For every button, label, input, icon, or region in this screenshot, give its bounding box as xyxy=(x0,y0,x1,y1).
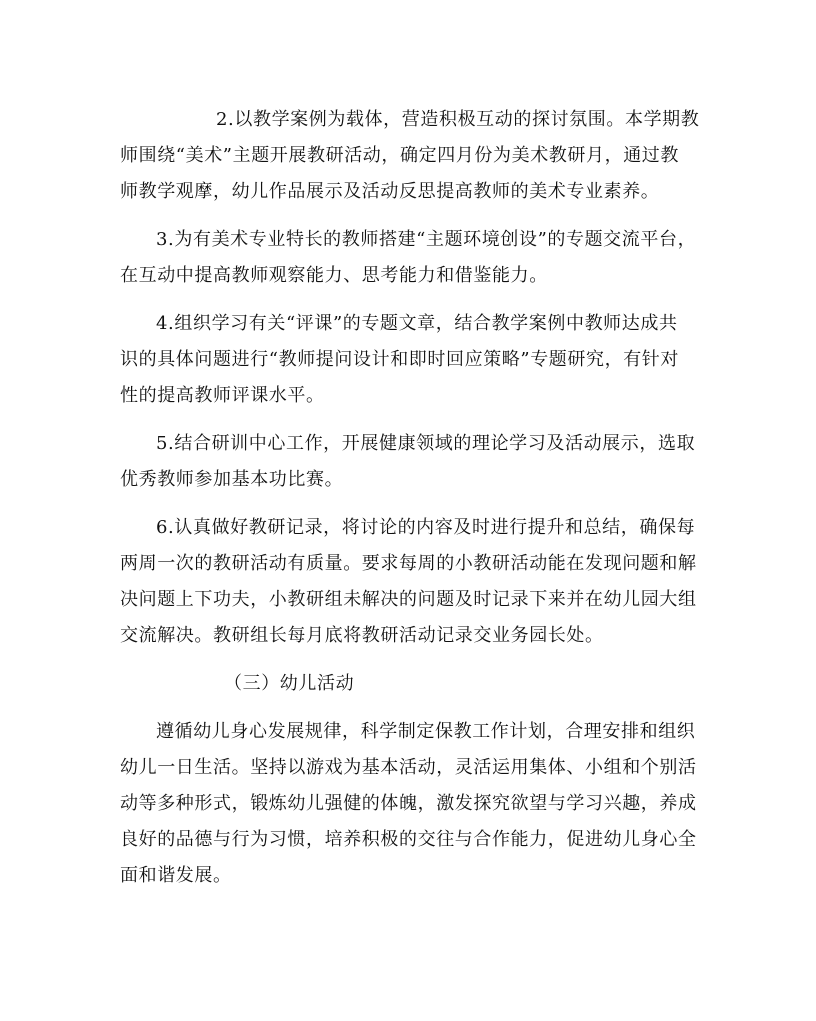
paragraph-4-line-2: 识的具体问题进行“教师提问设计和即时回应策略”专题研究，有针对 xyxy=(120,349,680,370)
paragraph-5-line-2: 优秀教师参加基本功比赛。 xyxy=(120,469,344,490)
final-paragraph-line-4: 良好的品德与行为习惯，培养积极的交往与合作能力，促进幼儿身心全 xyxy=(120,829,697,850)
paragraph-2-line-3: 师教学观摩，幼儿作品展示及活动反思提高教师的美术专业素养。 xyxy=(120,181,660,202)
paragraph-gap xyxy=(120,414,696,426)
paragraph-2-line-1: 2.以教学案例为载体，营造积极互动的探讨氛围。本学期教 xyxy=(216,109,700,130)
paragraph-6-line-4: 交流解决。教研组长每月底将教研活动记录交业务园长处。 xyxy=(120,625,604,646)
final-paragraph-line-2: 幼儿一日生活。坚持以游戏为基本活动，灵活运用集体、小组和个别活 xyxy=(120,757,697,778)
paragraph-4-line-1: 4.组织学习有关“评课”的专题文章，结合教学案例中教师达成共 xyxy=(156,313,678,334)
paragraph-5-line-1: 5.结合研训中心工作，开展健康领域的理论学习及活动展示，选取 xyxy=(156,433,696,454)
paragraph-6-line-1: 6.认真做好教研记录，将讨论的内容及时进行提升和总结，确保每 xyxy=(156,517,696,538)
paragraph-gap xyxy=(120,294,696,306)
paragraph-6-line-2: 两周一次的教研活动有质量。要求每周的小教研活动能在发现问题和解 xyxy=(120,553,697,574)
final-paragraph-line-5: 面和谐发展。 xyxy=(120,865,232,886)
paragraph-2-line-2: 师围绕“美术”主题开展教研活动，确定四月份为美术教研月，通过教 xyxy=(120,145,680,166)
paragraph-gap xyxy=(120,498,696,510)
paragraph-3-line-1: 3.为有美术专业特长的教师搭建“主题环境创设”的专题交流平台， xyxy=(156,229,697,250)
final-paragraph-line-3: 动等多种形式，锻炼幼儿强健的体魄，激发探究欲望与学习兴趣，养成 xyxy=(120,793,697,814)
paragraph-3-line-2: 在互动中提高教师观察能力、思考能力和借鉴能力。 xyxy=(120,265,548,286)
paragraph-gap xyxy=(120,654,696,666)
section-heading: （三）幼儿活动 xyxy=(224,673,355,694)
document-body xyxy=(120,102,700,894)
final-paragraph-line-1: 遵循幼儿身心发展规律，科学制定保教工作计划，合理安排和组织 xyxy=(156,721,696,742)
paragraph-6-line-3: 决问题上下功夫，小教研组未解决的问题及时记录下来并在幼儿园大组 xyxy=(120,589,697,610)
paragraph-4-line-3: 性的提高教师评课水平。 xyxy=(120,385,325,406)
paragraph-gap xyxy=(120,702,696,714)
paragraph-gap xyxy=(120,210,696,222)
